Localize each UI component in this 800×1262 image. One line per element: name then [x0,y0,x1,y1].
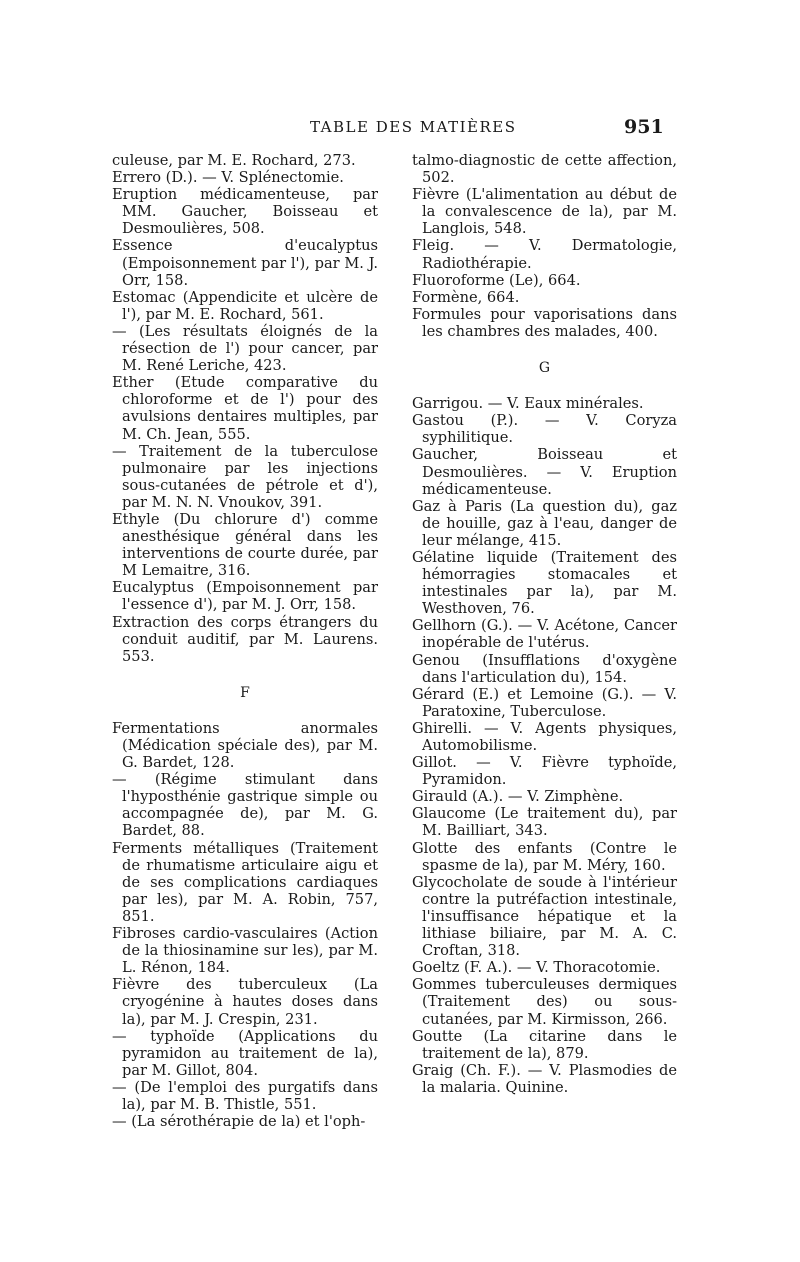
index-entry: Garrigou. — V. Eaux minérales. [412,395,644,413]
index-entry: — (Les résultats éloignés de la résection de l') pour cancer, par M. René Leriche, 423. [112,322,378,375]
index-entry: Glotte des enfants (Contre le spasme de la), par M. Méry, 160. [412,839,677,874]
index-entry: — typhoïde (Applications du pyramidon au traitement de la), par M. Gillot, 804. [112,1027,378,1079]
left-entries-group-2 [112,720,378,1130]
index-entry: Eruption médicamenteuse, par MM. Gaucher, Boisseau et Desmoulières, 508. [112,186,378,238]
index-entry: Gellhorn (G.). — V. Acétone, Cancer inopérable de l'utérus. [412,617,677,652]
index-entry: Eucalyptus (Empoisonnement par l'essence d'), par M. J. Orr, 158. [112,579,378,614]
index-entry: Ghirelli. — V. Agents physiques, Automobilisme. [412,719,677,754]
index-entry: Formène, 664. [412,288,520,306]
section-letter-g: G [538,360,551,377]
index-entry: Ferments métalliques (Traitement de rhumatisme articulaire aigu et de ses complications cardiaques par les), par M. A. Robin, 757, 851. [112,839,378,925]
index-entry: Errero (D.). — V. Splénectomie. [112,169,344,187]
index-entry: Essence d'eucalyptus (Empoisonnement par l'), par M. J. Orr, 158. [112,237,378,289]
index-entry: Goutte (La citarine dans le traitement de la), 879. [412,1027,677,1062]
index-entry: talmo-diagnostic de cette affection, 502. [412,152,677,187]
index-entry: Gaucher, Boisseau et Desmoulières. — V. Eruption médicamenteuse. [412,446,677,498]
index-entry: Ether (Etude comparative du chloroforme et de l') pour des avulsions dentaires multiples, par M. Ch. Jean, 555. [112,374,378,443]
index-entry: Glaucome (Le traitement du), par M. Bailliart, 343. [412,805,677,840]
right-entries-group-1 [412,152,677,340]
index-entry: culeuse, par M. E. Rochard, 273. [112,152,356,169]
index-entry: Gélatine liquide (Traitement des hémorragies stomacales et intestinales par la), par M. Westhoven, 76. [412,548,677,618]
index-entry: Fleig. — V. Dermatologie, Radiothérapie. [412,237,677,272]
index-entry: Fièvre (L'alimentation au début de la convalescence de la), par M. Langlois, 548. [412,186,677,238]
index-entry: Formules pour vaporisations dans les chambres des malades, 400. [412,305,677,340]
index-entry: — (De l'emploi des purgatifs dans la), par M. B. Thistle, 551. [112,1078,378,1113]
left-column [112,152,378,1130]
index-entry: Gastou (P.). — V. Coryza syphilitique. [412,412,677,447]
index-entry: Fermentations anormales (Médication spéciale des), par M. G. Bardet, 128. [112,719,378,772]
index-entry: Estomac (Appendicite et ulcère de l'), par M. E. Rochard, 561. [112,288,378,323]
header-title: TABLE DES MATIÈRES [310,118,517,136]
index-entry: Gillot. — V. Fièvre typhoïde, Pyramidon. [412,754,677,789]
index-entry: Fièvre des tuberculeux (La cryogénine à hautes doses dans la), par M. J. Crespin, 231. [112,976,378,1028]
index-entry: Goeltz (F. A.). — V. Thoracotomie. [412,959,661,977]
index-entry: Graig (Ch. F.). — V. Plasmodies de la malaria. Quinine. [412,1061,677,1096]
index-entry: Glycocholate de soude à l'intérieur contre la putréfaction intestinale, l'insuffisance hépatique et la lithiase biliaire, par M. A. C. Croftan, 318. [412,873,677,960]
index-entry: Gommes tuberculeuses dermiques (Traitement des) ou sous-cutanées, par M. Kirmisson, 266. [412,976,677,1028]
section-letter-f: F [240,684,250,701]
index-entry: Fibroses cardio-vasculaires (Action de la thiosinamine sur les), par M. L. Rénon, 184. [112,925,378,977]
page-number: 951 [624,116,664,138]
index-entry: — (Régime stimulant dans l'hyposthénie gastrique simple ou accompagnée de), par M. G. Bardet, 88. [112,771,378,840]
index-entry: Fluoroforme (Le), 664. [412,271,581,289]
index-entry: — (La sérothérapie de la) et l'oph- [112,1113,366,1131]
index-entry: Extraction des corps étrangers du conduit auditif, par M. Laurens. 553. [112,613,378,665]
left-entries-group-1 [112,152,378,665]
index-entry: Gérard (E.) et Lemoine (G.). — V. Paratoxine, Tuberculose. [412,685,677,720]
index-entry: Gaz à Paris (La question du), gaz de houille, gaz à l'eau, danger de leur mélange, 415. [412,497,677,549]
index-entry: Girauld (A.). — V. Zimphène. [412,788,624,806]
running-header [0,116,800,142]
index-entry: — Traitement de la tuberculose pulmonaire par les injections sous-cutanées de pétrole et d'), par M. N. N. Vnoukov, 391. [112,442,378,511]
right-entries-group-2 [412,395,677,1096]
index-entry: Ethyle (Du chlorure d') comme anesthésique général dans les interventions de courte durée, par M Lemaitre, 316. [112,510,378,580]
index-entry: Genou (Insufflations d'oxygène dans l'articulation du), 154. [412,651,677,686]
right-column [412,152,677,1096]
